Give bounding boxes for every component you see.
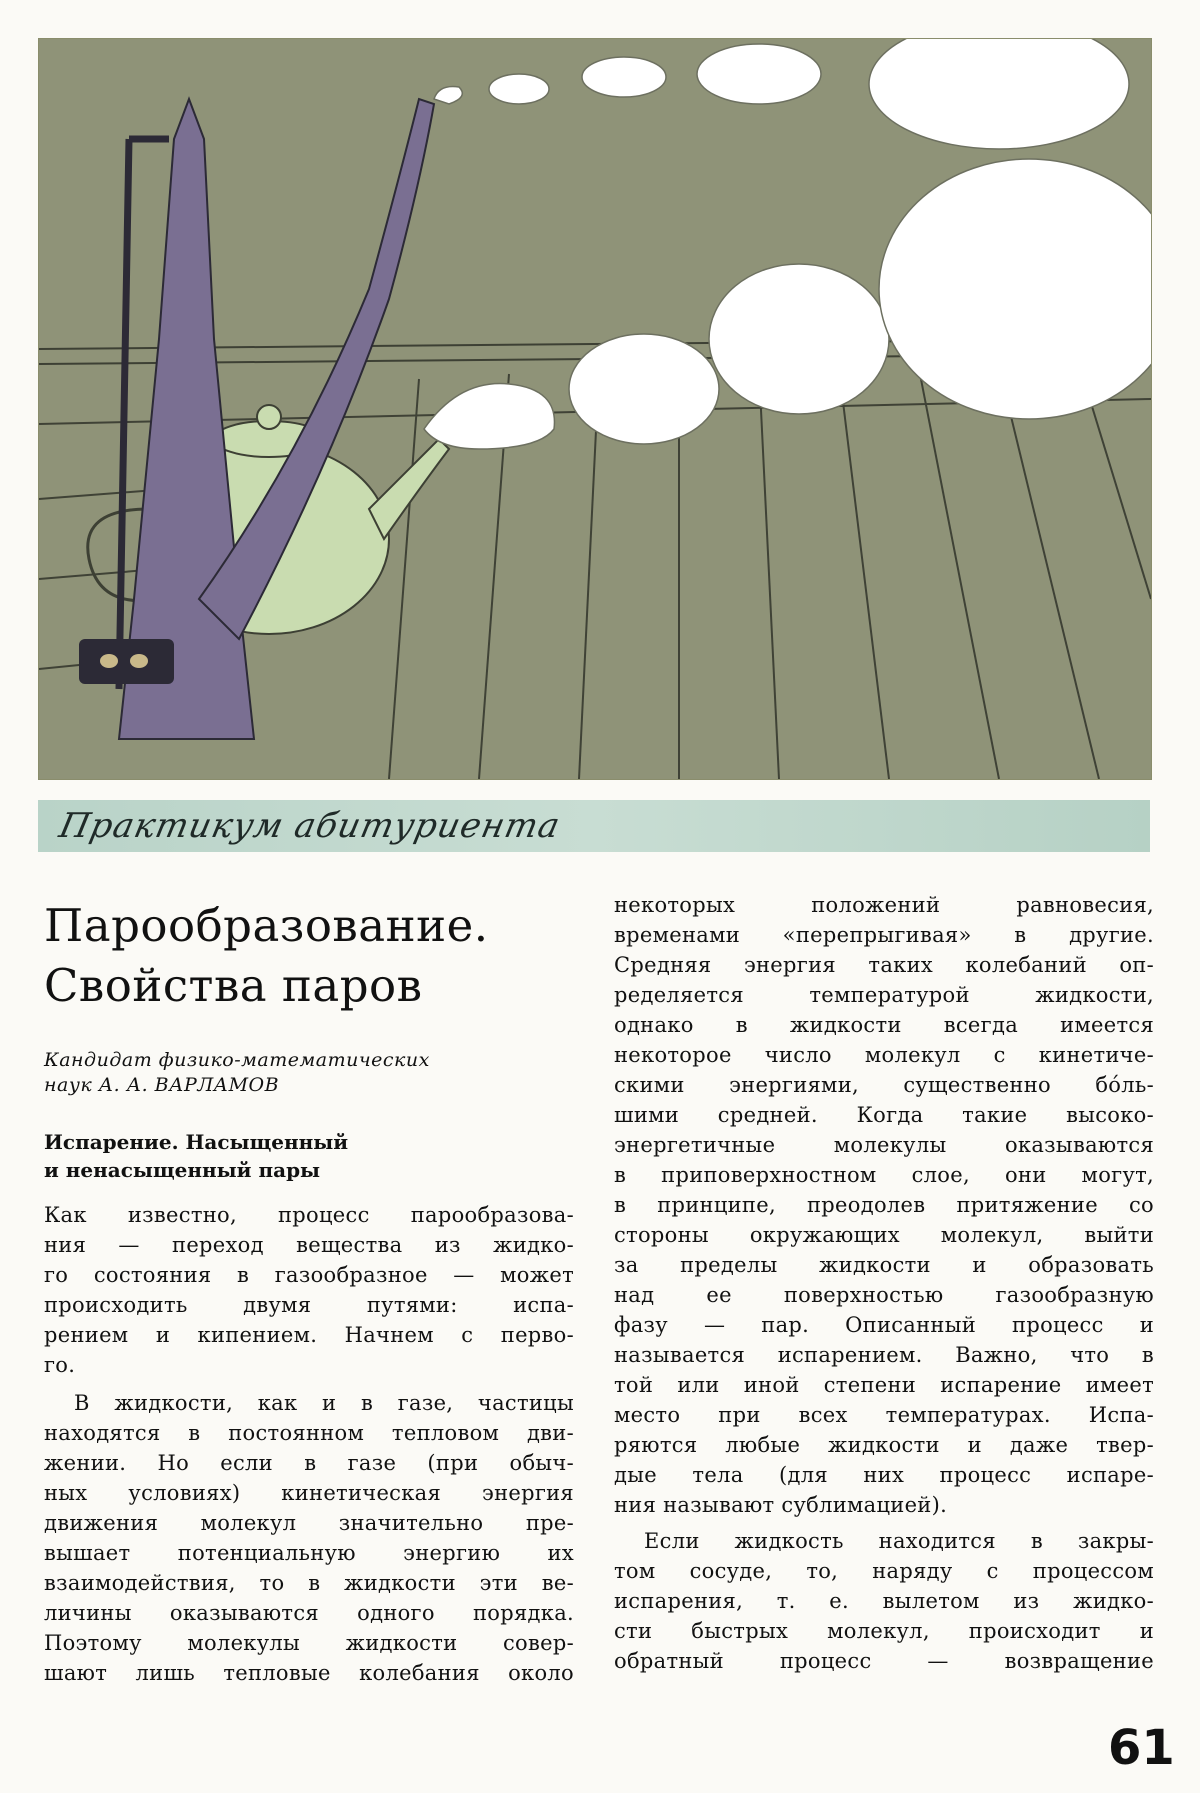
text-line: стороны окружающих молекул, выйти bbox=[614, 1223, 1154, 1247]
text-line: ных условиях) кинетическая энергия bbox=[44, 1481, 574, 1505]
text-line: шими средней. Когда такие высоко- bbox=[614, 1103, 1154, 1127]
text-line: ределяется температурой жидкости, bbox=[614, 983, 1154, 1007]
text-line: личины оказываются одного порядка. bbox=[44, 1601, 574, 1625]
text-line: В жидкости, как и в газе, частицы bbox=[74, 1391, 574, 1415]
text-line: в приповерхностном слое, они могут, bbox=[614, 1163, 1154, 1187]
text-line: называется испарением. Важно, что в bbox=[614, 1343, 1154, 1367]
section-heading-line: Испарение. Насыщенный bbox=[44, 1130, 349, 1154]
paragraph-3 bbox=[614, 890, 1154, 1520]
text-line: Средняя энергия таких колебаний оп- bbox=[614, 953, 1154, 977]
text-line: Если жидкость находится в закры- bbox=[644, 1529, 1154, 1553]
text-line: том сосуде, то, наряду с процессом bbox=[614, 1559, 1154, 1583]
article-title bbox=[44, 896, 574, 1016]
text-line: фазу — пар. Описанный процесс и bbox=[614, 1313, 1154, 1337]
text-line: шают лишь тепловые колебания около bbox=[44, 1661, 574, 1685]
left-column bbox=[44, 890, 574, 1688]
section-heading bbox=[44, 1128, 574, 1184]
text-line: сти быстрых молекул, происходит и bbox=[614, 1619, 1154, 1643]
illustration bbox=[38, 38, 1152, 780]
text-line: испарения, т. е. вылетом из жидко- bbox=[614, 1589, 1154, 1613]
text-line: энергетичные молекулы оказываются bbox=[614, 1133, 1154, 1157]
paragraph-2 bbox=[44, 1388, 574, 1688]
steam-illustration bbox=[39, 39, 1151, 779]
text-line: ния называют сублимацией). bbox=[614, 1493, 948, 1517]
text-line: Как известно, процесс парообразова- bbox=[44, 1203, 574, 1227]
text-line: вышает потенциальную энергию их bbox=[44, 1541, 574, 1565]
byline-line: Кандидат физико-математических bbox=[44, 1049, 430, 1071]
text-line: го состояния в газообразное — может bbox=[44, 1263, 574, 1287]
byline-line: наук А. А. ВАРЛАМОВ bbox=[44, 1074, 280, 1096]
text-line: го. bbox=[44, 1353, 76, 1377]
text-line: происходить двумя путями: испа- bbox=[44, 1293, 574, 1317]
rubric-label: Практикум абитуриента bbox=[55, 806, 564, 846]
text-line: место при всех температурах. Испа- bbox=[614, 1403, 1154, 1427]
text-line: жении. Но если в газе (при обыч- bbox=[44, 1451, 574, 1475]
text-line: некоторое число молекул с кинетиче- bbox=[614, 1043, 1154, 1067]
paragraph-4 bbox=[614, 1526, 1154, 1676]
text-line: временами «перепрыгивая» в другие. bbox=[614, 923, 1154, 947]
text-line: той или иной степени испарение имеет bbox=[614, 1373, 1154, 1397]
text-line: дые тела (для них процесс испаре- bbox=[614, 1463, 1154, 1487]
text-line: над ее поверхностью газообразную bbox=[614, 1283, 1154, 1307]
text-line: обратный процесс — возвращение bbox=[614, 1649, 1154, 1673]
text-line: Поэтому молекулы жидкости совер- bbox=[44, 1631, 574, 1655]
text-line: скими энергиями, существенно бóль- bbox=[614, 1073, 1154, 1097]
page-number: 61 bbox=[1108, 1720, 1175, 1776]
text-line: движения молекул значительно пре- bbox=[44, 1511, 574, 1535]
author-byline bbox=[44, 1048, 574, 1098]
section-heading-line: и ненасыщенный пары bbox=[44, 1158, 321, 1182]
text-line: взаимодействия, то в жидкости эти ве- bbox=[44, 1571, 574, 1595]
text-line: однако в жидкости всегда имеется bbox=[614, 1013, 1154, 1037]
text-line: за пределы жидкости и образовать bbox=[614, 1253, 1154, 1277]
right-column bbox=[614, 890, 1154, 1676]
text-line: некоторых положений равновесия, bbox=[614, 893, 1154, 917]
title-line: Парообразование. bbox=[44, 899, 489, 952]
text-line: находятся в постоянном тепловом дви- bbox=[44, 1421, 574, 1445]
paragraph-1 bbox=[44, 1200, 574, 1380]
text-line: ряются любые жидкости и даже твер- bbox=[614, 1433, 1154, 1457]
text-line: рением и кипением. Начнем с перво- bbox=[44, 1323, 574, 1347]
rubric-band bbox=[38, 800, 1150, 852]
title-line: Свойства паров bbox=[44, 959, 423, 1012]
text-line: ния — переход вещества из жидко- bbox=[44, 1233, 574, 1257]
text-line: в принципе, преодолев притяжение со bbox=[614, 1193, 1154, 1217]
